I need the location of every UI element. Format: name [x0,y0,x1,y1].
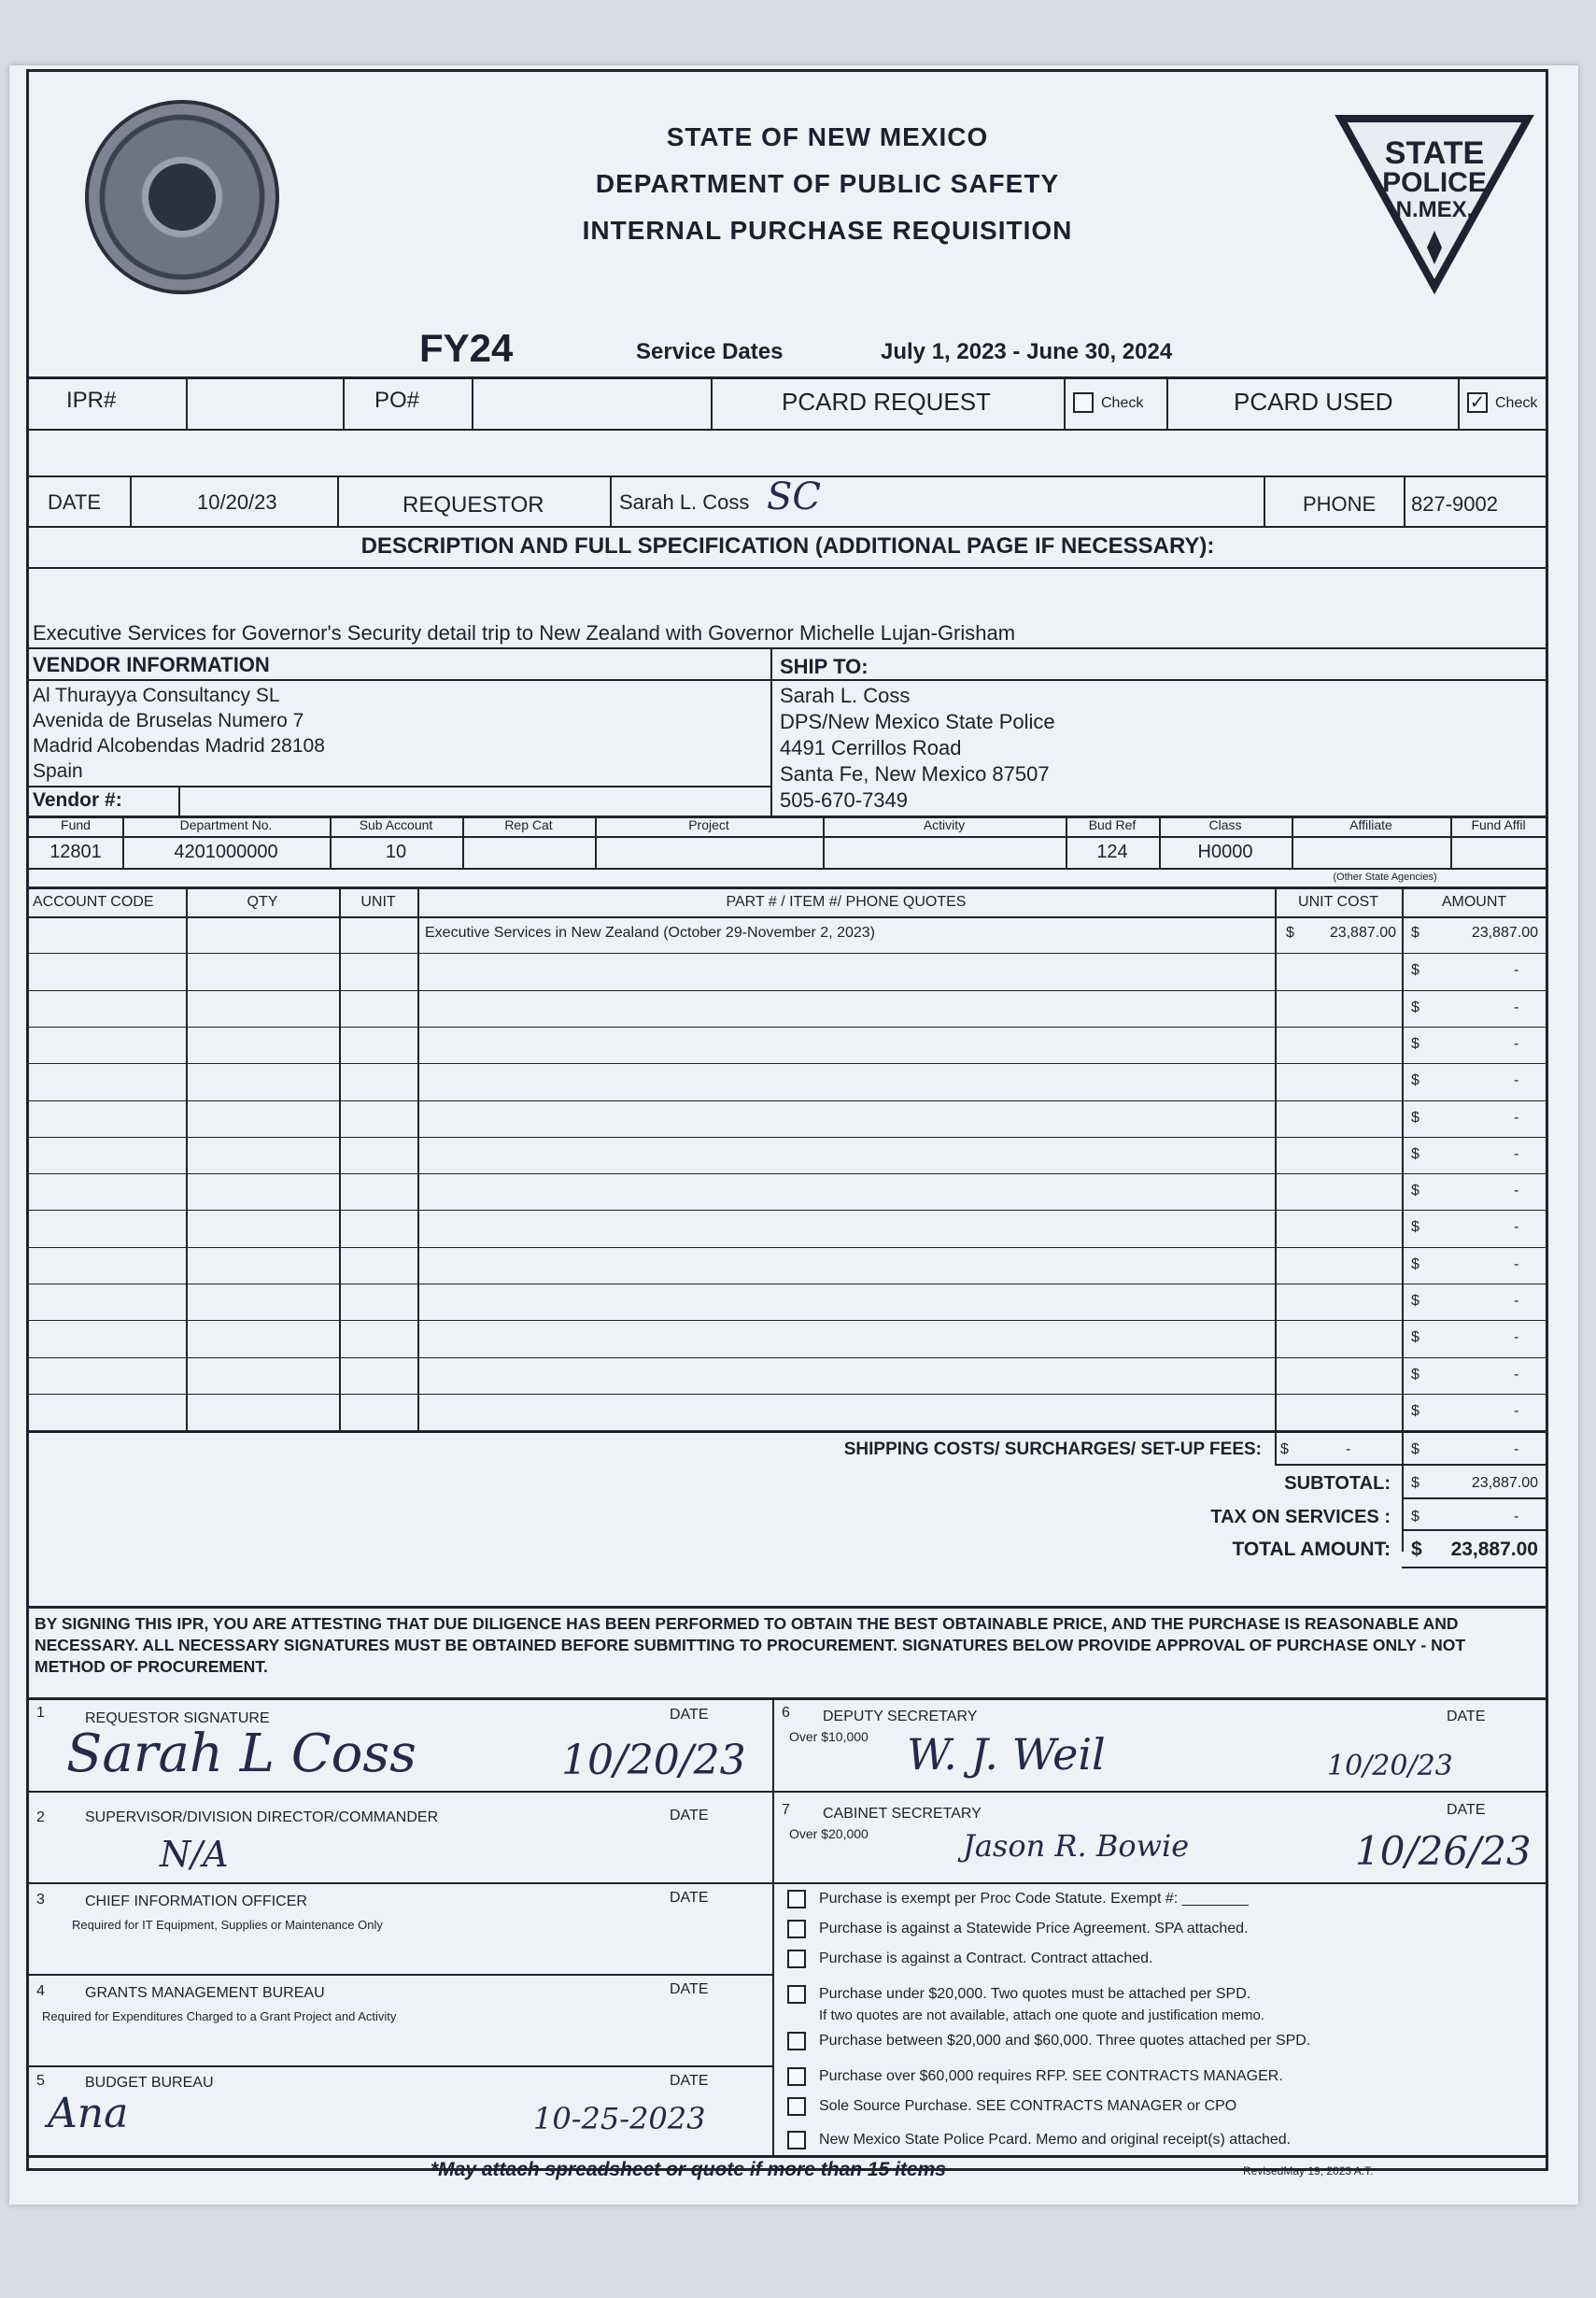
procurement-checkbox[interactable] [787,2097,806,2116]
ipr-label: IPR# [66,388,117,413]
sig2-title: SUPERVISOR/DIVISION DIRECTOR/COMMANDER [85,1809,439,1825]
amount-currency: $ [1411,1072,1419,1088]
item-row-divider [29,1430,1547,1431]
unit-cost-currency: $ [1286,925,1294,941]
shipping-label: SHIPPING COSTS/ SURCHARGES/ SET-UP FEES: [843,1440,1262,1459]
service-dates-label: Service Dates [636,339,784,364]
amount-currency: $ [1411,1403,1419,1419]
pcard-request-check-label: Check [1101,395,1144,411]
sig5-date[interactable]: 10-25-2023 [533,2101,706,2136]
sig4-note: Required for Expenditures Charged to a Grant Project and Activity [42,2009,397,2023]
total-label: TOTAL AMOUNT: [1232,1539,1391,1560]
department-field[interactable]: 4201000000 [174,842,278,862]
amount-currency: $ [1411,1000,1419,1015]
sig7-date[interactable]: 10/26/23 [1355,1828,1532,1874]
requestor-field[interactable]: Sarah L. Coss [619,490,750,514]
sig1-date[interactable]: 10/20/23 [561,1737,746,1784]
sig3-title: CHIEF INFORMATION OFFICER [85,1894,307,1909]
tax-value[interactable]: - [1514,1509,1519,1525]
pcard-used-check-label: Check [1495,395,1538,411]
fund-field[interactable]: 12801 [49,842,102,862]
vendor-line: Al Thurayya Consultancy SL [33,685,280,706]
total-value: 23,887.00 [1450,1539,1538,1560]
footer-note: *May attach spreadsheet or quote if more than 15 items [431,2159,946,2180]
shipping-unit-currency: $ [1280,1441,1289,1457]
fund-header: Fund [61,817,91,832]
header-form-title: INTERNAL PURCHASE REQUISITION [582,216,1073,245]
amount-value: - [1514,962,1519,978]
description-heading: DESCRIPTION AND FULL SPECIFICATION (ADDITIONAL PAGE IF NECESSARY): [360,533,1215,559]
bud-ref-header: Bud Ref [1088,817,1137,832]
procurement-checkbox[interactable] [787,2067,806,2086]
sig7-number: 7 [782,1802,790,1818]
sig4-date-label: DATE [670,1981,709,1997]
service-dates-value: July 1, 2023 - June 30, 2024 [881,339,1173,364]
pcard-request-checkbox[interactable] [1073,392,1094,413]
ship-to-heading: SHIP TO: [780,655,869,678]
amount-currency: $ [1411,1293,1419,1309]
amount-value: - [1514,1036,1519,1052]
vendor-line: Avenida de Bruselas Numero 7 [33,710,304,731]
badge-line3: N.MEX. [1395,197,1474,222]
item-row-divider [29,1100,1547,1101]
ship-to-line: Santa Fe, New Mexico 87507 [780,762,1050,786]
tax-currency: $ [1411,1509,1419,1525]
amount-currency: $ [1411,1036,1419,1052]
shipping-amount-currency: $ [1411,1441,1419,1457]
revision-note: RevisedMay 19, 2023 A.T. [1243,2164,1374,2177]
item-row-divider [29,1394,1547,1395]
amount-value: - [1514,1219,1519,1235]
amount-value: - [1514,1256,1519,1272]
requestor-initials: SC [767,475,822,518]
requestor-signature[interactable]: Sarah L Coss [66,1724,417,1784]
sig6-threshold: Over $10,000 [789,1729,869,1744]
procurement-checkbox[interactable] [787,1890,806,1908]
amount-value: - [1514,1110,1519,1126]
ship-to-line: Sarah L. Coss [780,684,911,707]
procurement-option-label: Purchase under $20,000. Two quotes must be attached per SPD. [819,1986,1251,2002]
procurement-option-label: Purchase is exempt per Proc Code Statute. Exempt #: ________ [819,1891,1249,1907]
procurement-checkbox[interactable] [787,2032,806,2050]
total-currency: $ [1411,1539,1422,1560]
sig1-number: 1 [36,1705,45,1721]
phone-field[interactable]: 827-9002 [1411,492,1498,516]
procurement-option-label: Purchase between $20,000 and $60,000. Three quotes attached per SPD. [819,2033,1311,2049]
sig2-date-label: DATE [670,1808,709,1823]
amount-value: - [1514,1293,1519,1309]
class-field[interactable]: H0000 [1197,842,1253,862]
form-frame [26,69,1548,2180]
header-state: STATE OF NEW MEXICO [666,122,989,151]
amount-currency: $ [1411,925,1419,941]
item-row-divider [29,1357,1547,1358]
sig2-number: 2 [36,1809,45,1825]
affiliate-header: Affiliate [1349,817,1392,832]
badge-line1: STATE [1384,135,1485,171]
part-item-header: PART # / ITEM #/ PHONE QUOTES [726,894,967,910]
sub-account-field[interactable]: 10 [385,842,407,862]
badge-line2: POLICE [1382,167,1487,198]
item-row-divider [29,953,1547,954]
procurement-option-label: Purchase is against a Statewide Price Agreement. SPA attached. [819,1921,1249,1936]
amount-value: 23,887.00 [1471,925,1538,941]
procurement-option-label: Purchase over $60,000 requires RFP. SEE CONTRACTS MANAGER. [819,2068,1283,2084]
amount-value: - [1514,1072,1519,1088]
item-description[interactable]: Executive Services in New Zealand (October 29-November 2, 2023) [425,925,875,941]
unit-cost-header: UNIT COST [1298,894,1378,910]
item-row-divider [29,1210,1547,1211]
zia-sun-icon [148,163,216,231]
date-field[interactable]: 10/20/23 [197,490,277,514]
amount-currency: $ [1411,1219,1419,1235]
amount-value: - [1514,1329,1519,1345]
account-code-header: ACCOUNT CODE [33,894,154,910]
sig7-date-label: DATE [1447,1802,1486,1818]
tax-label: TAX ON SERVICES : [1210,1507,1391,1527]
rep-cat-header: Rep Cat [504,817,553,832]
procurement-option-label: New Mexico State Police Pcard. Memo and original receipt(s) attached. [819,2132,1292,2148]
item-row-divider [29,1063,1547,1064]
amount-value: - [1514,1367,1519,1383]
shipping-unit-value[interactable]: - [1346,1441,1351,1457]
procurement-option-label: Purchase is against a Contract. Contract attached. [819,1950,1153,1966]
supervisor-signature[interactable]: N/A [160,1834,229,1875]
pcard-request-label: PCARD REQUEST [782,388,991,416]
ship-to-address [780,683,1055,814]
activity-header: Activity [923,817,966,832]
vendor-line: Spain [33,760,83,782]
sig3-number: 3 [36,1892,45,1908]
vendor-line: Madrid Alcobendas Madrid 28108 [33,735,325,757]
procurement-checkbox[interactable] [787,1920,806,1938]
sig3-date-label: DATE [670,1890,709,1906]
state-police-badge-logo [1332,109,1537,296]
sig7-title: CABINET SECRETARY [823,1806,982,1822]
amount-value: - [1514,1146,1519,1162]
sig4-number: 4 [36,1983,45,1999]
other-agencies-note: (Other State Agencies) [1333,872,1437,883]
unit-header: UNIT [360,894,396,910]
sig5-number: 5 [36,2073,45,2089]
sig6-number: 6 [782,1705,790,1721]
sig6-title: DEPUTY SECRETARY [823,1709,978,1724]
requestor-label: REQUESTOR [403,492,544,518]
item-row-divider [29,990,1547,991]
qty-header: QTY [247,894,278,910]
subtotal-currency: $ [1411,1475,1419,1491]
requisition-sheet [9,65,1578,2205]
sig3-note: Required for IT Equipment, Supplies or Maintenance Only [72,1918,383,1932]
unit-cost-value[interactable]: 23,887.00 [1329,925,1396,941]
item-row-divider [29,1027,1547,1028]
sig6-date-label: DATE [1447,1709,1486,1724]
procurement-checkbox[interactable] [787,2131,806,2149]
amount-currency: $ [1411,1329,1419,1345]
ship-to-line: 505-670-7349 [780,788,909,812]
dps-seal-logo [85,100,279,294]
amount-header: AMOUNT [1441,894,1507,910]
ship-to-line: DPS/New Mexico State Police [780,710,1055,733]
amount-currency: $ [1411,1146,1419,1162]
deputy-secretary-signature[interactable]: W. J. Weil [907,1729,1106,1780]
amount-currency: $ [1411,1367,1419,1383]
subtotal-label: SUBTOTAL: [1284,1473,1391,1494]
vendor-heading: VENDOR INFORMATION [33,653,270,676]
amount-value: - [1514,1183,1519,1199]
procurement-option-label: Sole Source Purchase. SEE CONTRACTS MANAGER or CPO [819,2098,1237,2114]
amount-currency: $ [1411,962,1419,978]
vendor-address [33,683,325,784]
amount-value: - [1514,1000,1519,1015]
ship-to-line: 4491 Cerrillos Road [780,736,962,759]
budget-bureau-signature[interactable]: Ana [48,2090,129,2137]
item-row-divider [29,1320,1547,1321]
sig1-date-label: DATE [670,1707,709,1723]
sig5-date-label: DATE [670,2073,709,2089]
item-row-divider [29,1173,1547,1174]
project-header: Project [688,817,729,832]
procurement-checkbox[interactable] [787,1985,806,2004]
bud-ref-field[interactable]: 124 [1096,842,1128,862]
amount-currency: $ [1411,1110,1419,1126]
fiscal-year: FY24 [419,326,514,370]
fund-affil-header: Fund Affil [1471,817,1526,832]
procurement-checkbox[interactable] [787,1950,806,1968]
sig5-title: BUDGET BUREAU [85,2075,214,2091]
attestation-text: BY SIGNING THIS IPR, YOU ARE ATTESTING THAT DUE DILIGENCE HAS BEEN PERFORMED TO OBTAIN THE BEST OBTAINABLE PRICE, AND THE PURCHASE IS REASONABLE AND NECESSARY. ALL NECESSARY SIGNATURES MUST BE OBTAINED BEFORE SUBMITTING TO PROCUREMENT. SIGNATURES BELOW PROVIDE APPROVAL OF PURCHASE ONLY - NOT METHOD OF PROCUREMENT. [35,1614,1466,1676]
amount-currency: $ [1411,1256,1419,1272]
amount-value: - [1514,1403,1519,1419]
pcard-used-checkbox[interactable]: ✓ [1467,392,1488,413]
date-label: DATE [48,490,102,514]
header-department: DEPARTMENT OF PUBLIC SAFETY [595,169,1060,198]
sig4-title: GRANTS MANAGEMENT BUREAU [85,1985,325,2001]
sig7-threshold: Over $20,000 [789,1826,869,1841]
phone-label: PHONE [1303,492,1377,516]
pcard-used-label: PCARD USED [1234,388,1393,416]
sig6-date[interactable]: 10/20/23 [1327,1750,1453,1782]
po-label: PO# [374,388,420,413]
description-text[interactable]: Executive Services for Governor's Security detail trip to New Zealand with Governor Michelle Lujan-Grisham [33,621,1016,645]
procurement-option-subnote: If two quotes are not available, attach one quote and justification memo. [819,2007,1264,2023]
department-header: Department No. [179,817,273,832]
cabinet-secretary-signature[interactable]: Jason R. Bowie [963,1828,1190,1864]
class-header: Class [1208,817,1242,832]
sub-account-header: Sub Account [359,817,433,832]
item-row-divider [29,1137,1547,1138]
vendor-number-label: Vendor #: [33,789,122,811]
amount-currency: $ [1411,1183,1419,1199]
subtotal-value: 23,887.00 [1471,1475,1538,1491]
item-row-divider [29,1247,1547,1248]
shipping-amount-value: - [1514,1441,1519,1457]
sig1-title: REQUESTOR SIGNATURE [85,1710,270,1726]
